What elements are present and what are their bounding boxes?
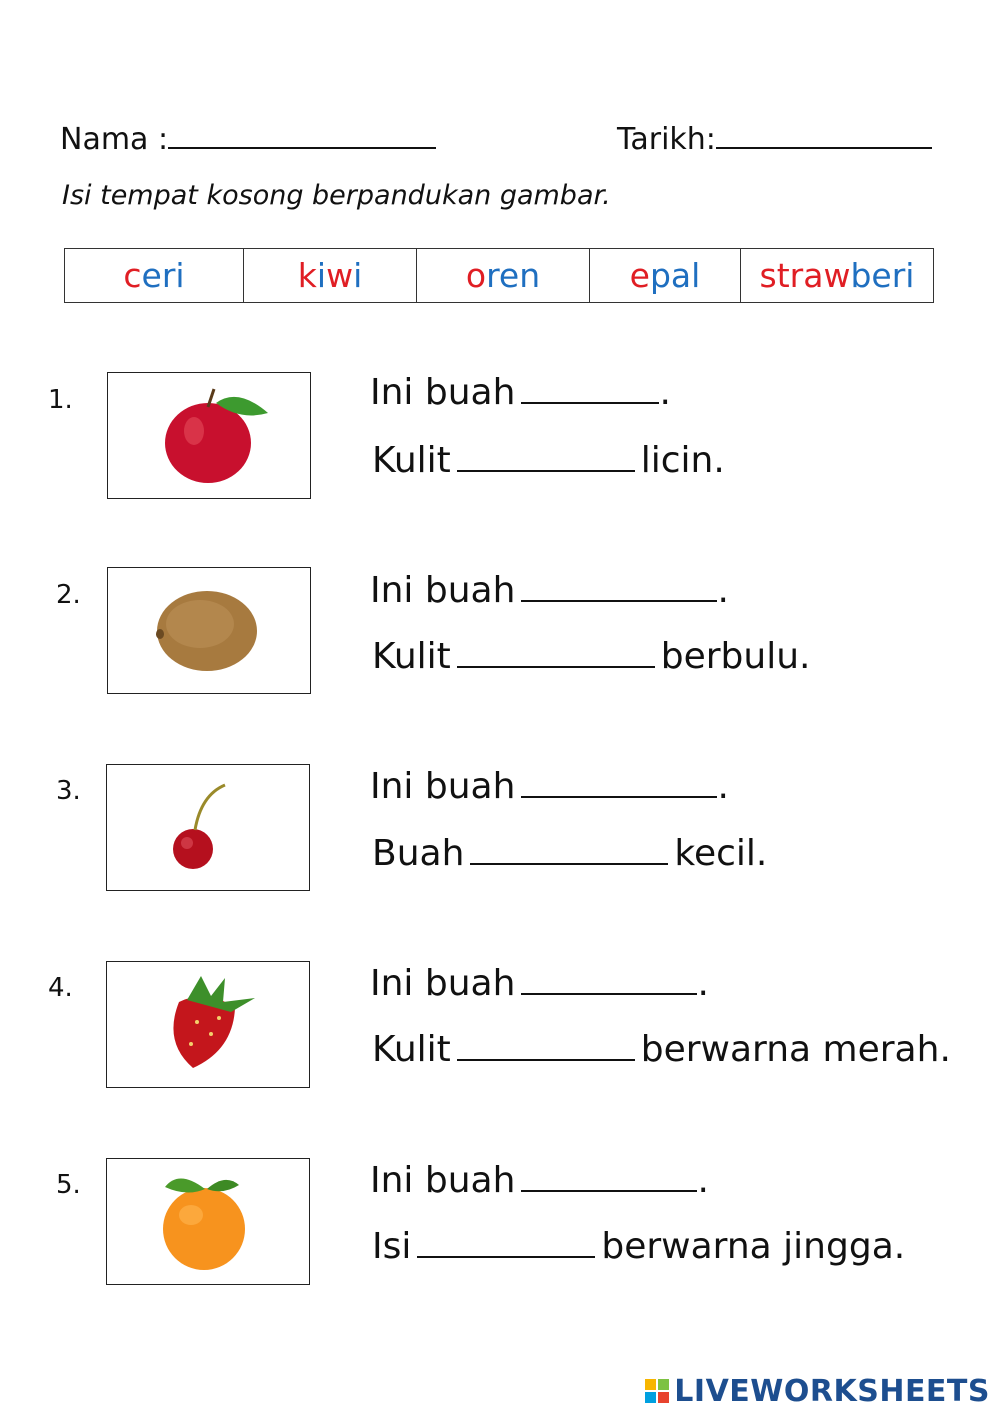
sentence-text: Ini buah: [370, 570, 516, 611]
answer-blank[interactable]: [457, 664, 655, 668]
strawberry-icon: [107, 962, 309, 1087]
sentence-text: Kulit: [372, 1029, 451, 1070]
word-bank-part: k: [297, 256, 317, 295]
sentence-text: Isi: [372, 1226, 412, 1267]
sentence-3a: [370, 766, 729, 807]
sentence-5b: [372, 1226, 905, 1267]
picture-box: [107, 372, 311, 499]
answer-blank[interactable]: [521, 400, 659, 404]
word-bank-part: pal: [649, 256, 701, 295]
word-bank-cell: [417, 249, 590, 303]
sentence-2b: [372, 636, 810, 677]
sentence-4a: [370, 963, 709, 1004]
answer-blank[interactable]: [521, 991, 697, 995]
date-label: Tarikh:: [617, 122, 716, 157]
sentence-text: .: [717, 570, 729, 611]
name-label: Nama :: [60, 122, 169, 157]
answer-blank[interactable]: [417, 1254, 595, 1258]
question-number: 2.: [56, 580, 81, 610]
sentence-text: Buah: [372, 833, 465, 874]
answer-blank[interactable]: [521, 794, 717, 798]
answer-blank[interactable]: [521, 1188, 697, 1192]
answer-blank[interactable]: [470, 861, 668, 865]
sentence-text: Ini buah: [370, 1160, 516, 1201]
picture-box: [106, 1158, 310, 1285]
sentence-text: .: [717, 766, 729, 807]
name-row: [60, 122, 436, 157]
answer-blank[interactable]: [457, 1057, 635, 1061]
word-bank-part: eri: [141, 256, 185, 295]
answer-blank[interactable]: [457, 468, 635, 472]
word-bank-part: i: [316, 256, 327, 295]
picture-box: [106, 764, 310, 891]
question-number: 3.: [56, 776, 81, 806]
sentence-text: .: [697, 963, 709, 1004]
answer-blank[interactable]: [521, 598, 717, 602]
sentence-3b: [372, 833, 767, 874]
word-bank-cell: [244, 249, 417, 303]
picture-box: [107, 567, 311, 694]
sentence-text: berwarna jingga.: [601, 1226, 906, 1267]
kiwi-icon: [108, 568, 310, 693]
liveworksheets-logo-icon: [644, 1378, 670, 1404]
sentence-text: .: [659, 372, 671, 413]
sentence-text: Ini buah: [370, 963, 516, 1004]
sentence-text: Ini buah: [370, 766, 516, 807]
word-bank-part: c: [123, 256, 142, 295]
word-bank-part: beri: [850, 256, 915, 295]
brand-text: LIVEWORKSHEETS: [674, 1374, 990, 1409]
instruction-text: Isi tempat kosong berpandukan gambar.: [62, 180, 611, 211]
sentence-text: Ini buah: [370, 372, 516, 413]
question-number: 5.: [56, 1170, 81, 1200]
word-bank-part: w: [326, 256, 354, 295]
sentence-text: .: [697, 1160, 709, 1201]
picture-box: [106, 961, 310, 1088]
word-bank-part: e: [629, 256, 650, 295]
sentence-4b: [372, 1029, 951, 1070]
orange-icon: [107, 1159, 309, 1284]
sentence-text: berwarna merah.: [640, 1029, 951, 1070]
apple-icon: [108, 373, 310, 498]
sentence-text: Kulit: [372, 636, 451, 677]
sentence-text: Kulit: [372, 440, 451, 481]
sentence-text: licin.: [640, 440, 725, 481]
brand-footer: [644, 1374, 990, 1409]
word-bank: [64, 248, 934, 303]
question-number: 1.: [48, 385, 73, 415]
question-number: 4.: [48, 973, 73, 1003]
word-bank-part: o: [465, 256, 487, 295]
sentence-2a: [370, 570, 729, 611]
word-bank-part: straw: [759, 256, 851, 295]
word-bank-cell: [590, 249, 741, 303]
word-bank-part: ren: [486, 256, 541, 295]
sentence-5a: [370, 1160, 709, 1201]
date-blank[interactable]: [716, 143, 932, 149]
word-bank-cell: [65, 249, 244, 303]
sentence-1a: [370, 372, 671, 413]
name-blank[interactable]: [168, 143, 436, 149]
sentence-text: berbulu.: [660, 636, 811, 677]
cherry-icon: [107, 765, 309, 890]
sentence-text: kecil.: [674, 833, 768, 874]
sentence-1b: [372, 440, 725, 481]
word-bank-part: i: [353, 256, 363, 295]
word-bank-cell: [741, 249, 934, 303]
date-row: [617, 122, 932, 157]
